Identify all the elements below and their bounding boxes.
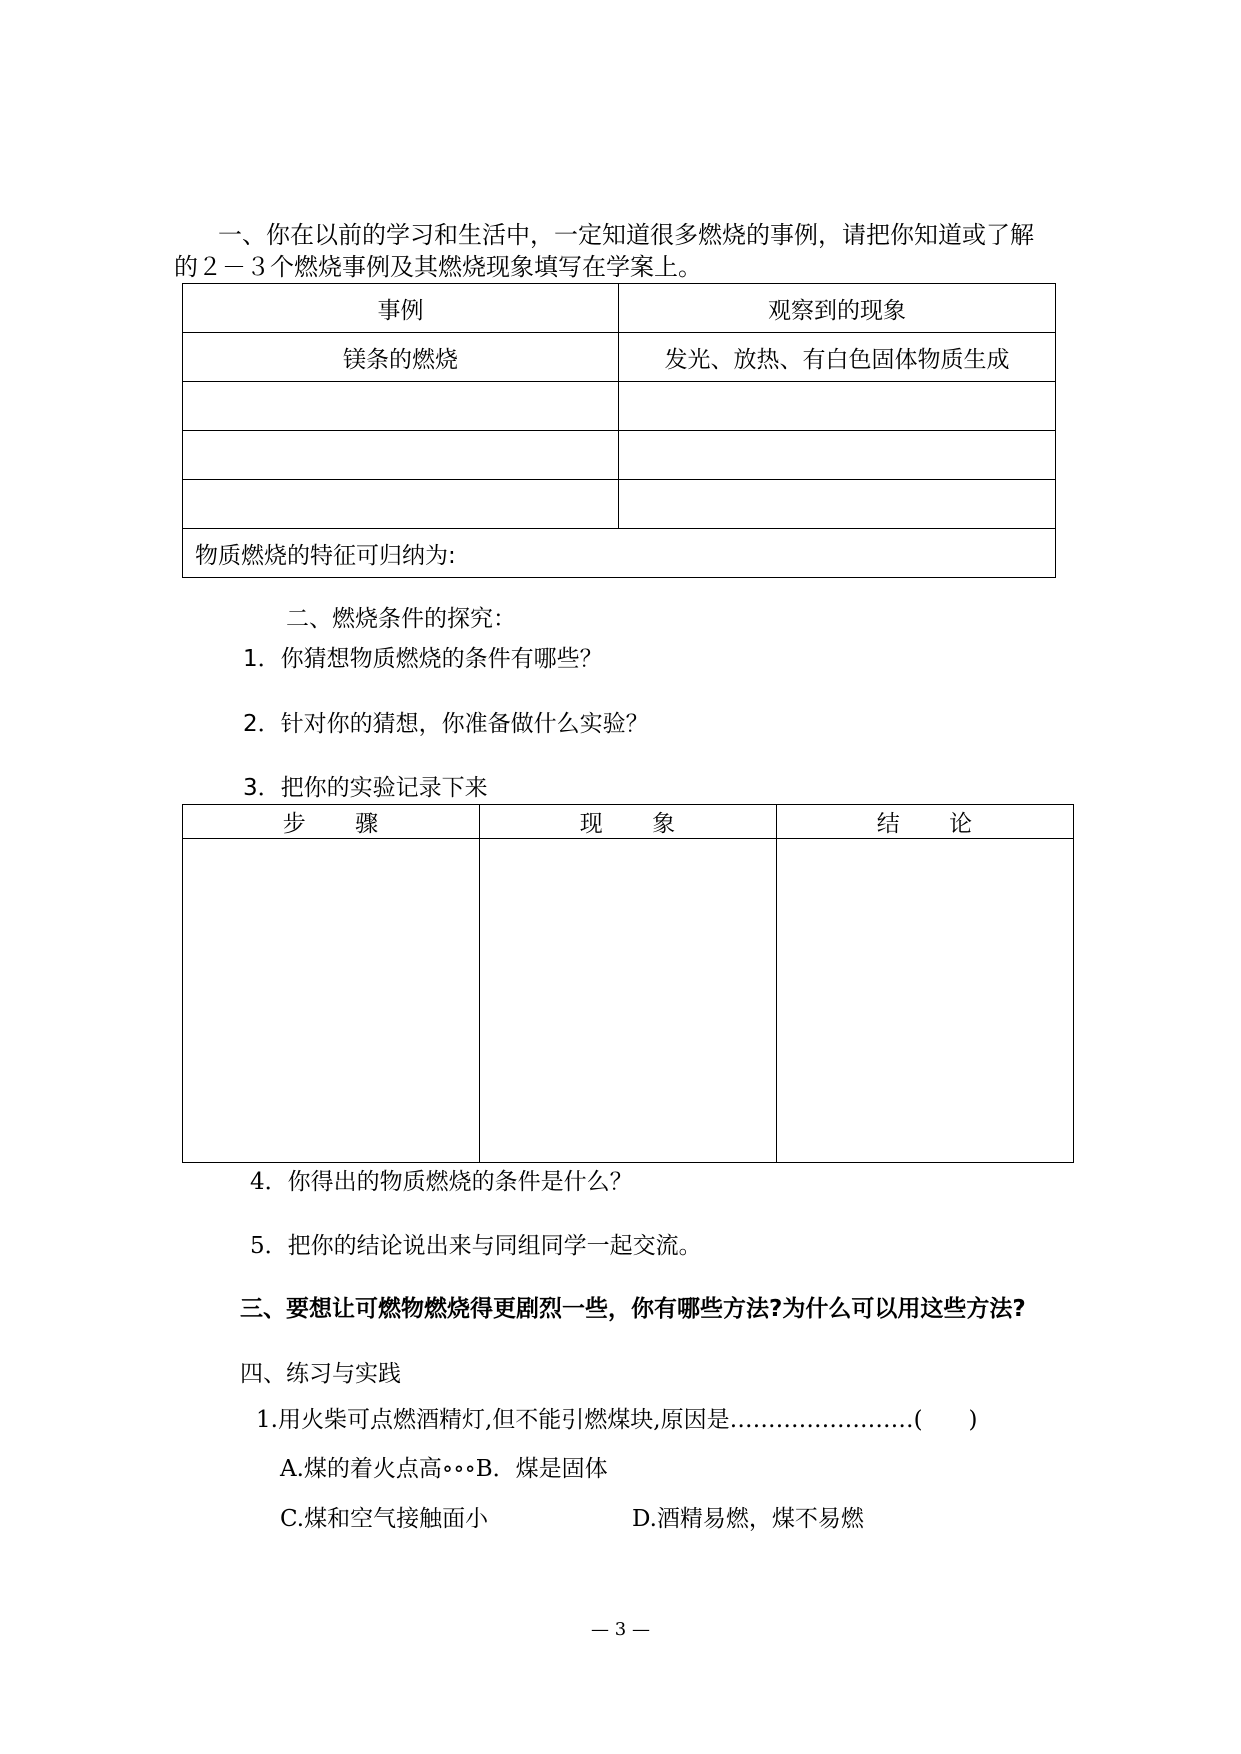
experiment-header-conclusion: 结 论 (777, 805, 1074, 839)
examples-blank-cell[interactable] (183, 431, 619, 480)
section2-question-4: 4．你得出的物质燃烧的条件是什么？ (250, 1169, 633, 1195)
practice-question-1: 1.用火柴可点燃酒精灯,但不能引燃煤块,原因是……………………( ) (256, 1407, 978, 1433)
section2-question-3: 3．把你的实验记录下来 (243, 775, 488, 801)
examples-header-example: 事例 (183, 284, 619, 333)
practice-option-a-b: A.煤的着火点高∘∘∘B．煤是固体 (280, 1456, 608, 1482)
experiment-header-phenomenon: 现 象 (480, 805, 777, 839)
examples-summary-cell[interactable]: 物质燃烧的特征可归纳为: (183, 529, 1056, 578)
examples-row-phenomenon: 发光、放热、有白色固体物质生成 (619, 333, 1056, 382)
section2-question-1: 1．你猜想物质燃烧的条件有哪些？ (243, 646, 603, 672)
section2-question-5: 5．把你的结论说出来与同组同学一起交流。 (250, 1233, 702, 1259)
examples-row-example: 镁条的燃烧 (183, 333, 619, 382)
examples-table (182, 283, 1056, 578)
section3-question: 三、要想让可燃物燃烧得更剧烈一些，你有哪些方法?为什么可以用这些方法? (240, 1296, 1026, 1322)
practice-option-d: D.酒精易燃，煤不易燃 (632, 1506, 864, 1532)
section2-question-2: 2．针对你的猜想，你准备做什么实验？ (243, 711, 649, 737)
examples-header-phenomenon: 观察到的现象 (619, 284, 1056, 333)
examples-blank-cell[interactable] (619, 431, 1056, 480)
examples-blank-cell[interactable] (619, 382, 1056, 431)
practice-option-c: C.煤和空气接触面小 (280, 1506, 489, 1532)
examples-blank-cell[interactable] (619, 480, 1056, 529)
experiment-conclusion-cell[interactable] (777, 839, 1074, 1163)
examples-blank-cell[interactable] (183, 382, 619, 431)
examples-blank-cell[interactable] (183, 480, 619, 529)
section2-title: 二、燃烧条件的探究： (286, 606, 516, 632)
section1-intro-line1: 一、你在以前的学习和生活中，一定知道很多燃烧的事例，请把你知道或了解 (218, 221, 1034, 249)
experiment-record-table (182, 804, 1074, 1163)
experiment-header-steps: 步 骤 (183, 805, 480, 839)
section4-title: 四、练习与实践 (240, 1361, 401, 1387)
experiment-phenomenon-cell[interactable] (480, 839, 777, 1163)
experiment-steps-cell[interactable] (183, 839, 480, 1163)
page-number: — 3 — (591, 1619, 650, 1640)
section1-intro-line2: 的２－３个燃烧事例及其燃烧现象填写在学案上。 (174, 253, 702, 281)
